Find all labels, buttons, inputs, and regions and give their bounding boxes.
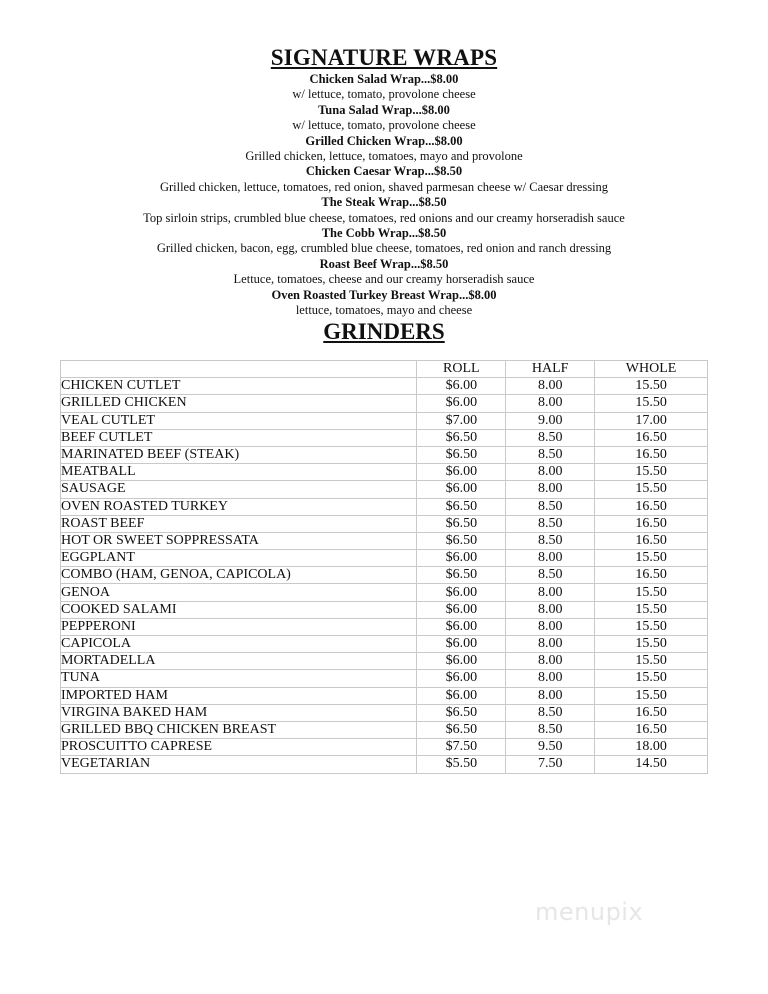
- whole-price: 16.50: [595, 446, 708, 463]
- whole-price: 14.50: [595, 756, 708, 773]
- roll-price: $6.00: [417, 464, 506, 481]
- roll-price: $6.50: [417, 446, 506, 463]
- half-price: 8.50: [506, 429, 595, 446]
- whole-price: 16.50: [595, 429, 708, 446]
- wrap-item-description: Top sirloin strips, crumbled blue cheese, tomatoes, red onions and our creamy horseradish sauce: [143, 210, 625, 225]
- roll-price: $6.50: [417, 704, 506, 721]
- wrap-item-description: w/ lettuce, tomato, provolone cheese: [292, 118, 476, 133]
- table-row: [61, 498, 708, 515]
- wrap-item-description: Grilled chicken, lettuce, tomatoes, red onion, shaved parmesan cheese w/ Caesar dressing: [159, 179, 609, 194]
- half-price: 8.00: [506, 378, 595, 395]
- wrap-item-name: Tuna Salad Wrap...$8.00: [318, 102, 450, 117]
- table-row: [61, 395, 708, 412]
- half-price: 8.00: [506, 618, 595, 635]
- header-half: HALF: [506, 361, 595, 378]
- item-name: HOT OR SWEET SOPPRESSATA: [61, 532, 417, 549]
- half-price: 7.50: [506, 756, 595, 773]
- wrap-item-name: The Steak Wrap...$8.50: [321, 195, 447, 210]
- half-price: 8.00: [506, 584, 595, 601]
- wrap-item-description: w/ lettuce, tomato, provolone cheese: [292, 87, 476, 102]
- half-price: 8.50: [506, 721, 595, 738]
- roll-price: $6.50: [417, 429, 506, 446]
- half-price: 9.50: [506, 739, 595, 756]
- whole-price: 18.00: [595, 739, 708, 756]
- item-name: CHICKEN CUTLET: [61, 378, 417, 395]
- table-row: [61, 446, 708, 463]
- table-row: [61, 481, 708, 498]
- grinders-table: [60, 360, 708, 774]
- half-price: 8.50: [506, 704, 595, 721]
- wrap-item-description: Lettuce, tomatoes, cheese and our creamy horseradish sauce: [233, 272, 535, 287]
- table-row: [61, 567, 708, 584]
- half-price: 8.00: [506, 687, 595, 704]
- item-name: VEGETARIAN: [61, 756, 417, 773]
- header-whole: WHOLE: [595, 361, 708, 378]
- wrap-item-name: Oven Roasted Turkey Breast Wrap...$8.00: [271, 287, 497, 302]
- item-name: GRILLED CHICKEN: [61, 395, 417, 412]
- roll-price: $5.50: [417, 756, 506, 773]
- table-row: [61, 550, 708, 567]
- grinders-title: GRINDERS: [323, 319, 445, 344]
- roll-price: $6.50: [417, 515, 506, 532]
- roll-price: $6.50: [417, 532, 506, 549]
- roll-price: $6.50: [417, 498, 506, 515]
- whole-price: 17.00: [595, 412, 708, 429]
- menupix-watermark: menupix: [535, 898, 644, 926]
- signature-wraps-section: [0, 44, 768, 319]
- roll-price: $6.50: [417, 721, 506, 738]
- half-price: 8.00: [506, 550, 595, 567]
- table-row: [61, 584, 708, 601]
- whole-price: 15.50: [595, 636, 708, 653]
- whole-price: 15.50: [595, 395, 708, 412]
- whole-price: 15.50: [595, 601, 708, 618]
- table-row: [61, 601, 708, 618]
- item-name: ROAST BEEF: [61, 515, 417, 532]
- roll-price: $6.00: [417, 378, 506, 395]
- whole-price: 15.50: [595, 464, 708, 481]
- roll-price: $6.00: [417, 395, 506, 412]
- table-row: [61, 636, 708, 653]
- roll-price: $6.00: [417, 550, 506, 567]
- whole-price: 15.50: [595, 687, 708, 704]
- roll-price: $6.50: [417, 567, 506, 584]
- whole-price: 15.50: [595, 481, 708, 498]
- half-price: 8.00: [506, 636, 595, 653]
- half-price: 8.00: [506, 481, 595, 498]
- item-name: MORTADELLA: [61, 653, 417, 670]
- half-price: 8.00: [506, 670, 595, 687]
- whole-price: 16.50: [595, 532, 708, 549]
- whole-price: 15.50: [595, 618, 708, 635]
- item-name: SAUSAGE: [61, 481, 417, 498]
- wrap-item-name: Grilled Chicken Wrap...$8.00: [305, 133, 463, 148]
- wrap-item-description: Grilled chicken, bacon, egg, crumbled blue cheese, tomatoes, red onion and ranch dressing: [156, 241, 612, 256]
- roll-price: $6.00: [417, 601, 506, 618]
- table-row: [61, 412, 708, 429]
- item-name: COOKED SALAMI: [61, 601, 417, 618]
- half-price: 8.00: [506, 464, 595, 481]
- half-price: 8.50: [506, 515, 595, 532]
- table-row: [61, 721, 708, 738]
- item-name: OVEN ROASTED TURKEY: [61, 498, 417, 515]
- half-price: 8.50: [506, 498, 595, 515]
- half-price: 8.50: [506, 567, 595, 584]
- wrap-item-name: The Cobb Wrap...$8.50: [321, 226, 447, 241]
- half-price: 8.00: [506, 601, 595, 618]
- half-price: 9.00: [506, 412, 595, 429]
- item-name: MEATBALL: [61, 464, 417, 481]
- table-row: [61, 532, 708, 549]
- wrap-item-name: Chicken Salad Wrap...$8.00: [309, 72, 459, 86]
- item-name: GRILLED BBQ CHICKEN BREAST: [61, 721, 417, 738]
- half-price: 8.00: [506, 395, 595, 412]
- whole-price: 15.50: [595, 378, 708, 395]
- half-price: 8.00: [506, 653, 595, 670]
- whole-price: 16.50: [595, 498, 708, 515]
- item-name: PEPPERONI: [61, 618, 417, 635]
- item-name: TUNA: [61, 670, 417, 687]
- header-roll: ROLL: [417, 361, 506, 378]
- whole-price: 15.50: [595, 584, 708, 601]
- table-row: [61, 687, 708, 704]
- whole-price: 16.50: [595, 567, 708, 584]
- item-name: MARINATED BEEF (STEAK): [61, 446, 417, 463]
- roll-price: $7.50: [417, 739, 506, 756]
- wrap-item-description: lettuce, tomatoes, mayo and cheese: [295, 303, 473, 318]
- wrap-item-name: Roast Beef Wrap...$8.50: [319, 256, 449, 271]
- signature-wraps-title: SIGNATURE WRAPS: [270, 45, 498, 70]
- item-name: PROSCUITTO CAPRESE: [61, 739, 417, 756]
- wrap-list: [0, 72, 768, 319]
- table-row: [61, 756, 708, 773]
- whole-price: 15.50: [595, 670, 708, 687]
- table-row: [61, 429, 708, 446]
- table-row: [61, 618, 708, 635]
- whole-price: 16.50: [595, 704, 708, 721]
- whole-price: 15.50: [595, 653, 708, 670]
- roll-price: $6.00: [417, 584, 506, 601]
- item-name: BEEF CUTLET: [61, 429, 417, 446]
- item-name: EGGPLANT: [61, 550, 417, 567]
- item-name: VEAL CUTLET: [61, 412, 417, 429]
- half-price: 8.50: [506, 532, 595, 549]
- roll-price: $6.00: [417, 481, 506, 498]
- table-row: [61, 704, 708, 721]
- item-name: VIRGINA BAKED HAM: [61, 704, 417, 721]
- table-row: [61, 515, 708, 532]
- roll-price: $6.00: [417, 670, 506, 687]
- whole-price: 15.50: [595, 550, 708, 567]
- whole-price: 16.50: [595, 721, 708, 738]
- table-row: [61, 378, 708, 395]
- roll-price: $6.00: [417, 618, 506, 635]
- item-name: IMPORTED HAM: [61, 687, 417, 704]
- roll-price: $6.00: [417, 653, 506, 670]
- roll-price: $6.00: [417, 687, 506, 704]
- item-name: GENOA: [61, 584, 417, 601]
- header-item: [61, 361, 417, 378]
- half-price: 8.50: [506, 446, 595, 463]
- item-name: CAPICOLA: [61, 636, 417, 653]
- grinders-header-row: [61, 361, 708, 378]
- whole-price: 16.50: [595, 515, 708, 532]
- table-row: [61, 653, 708, 670]
- table-row: [61, 739, 708, 756]
- table-row: [61, 670, 708, 687]
- roll-price: $6.00: [417, 636, 506, 653]
- table-row: [61, 464, 708, 481]
- item-name: COMBO (HAM, GENOA, CAPICOLA): [61, 567, 417, 584]
- roll-price: $7.00: [417, 412, 506, 429]
- wrap-item-description: Grilled chicken, lettuce, tomatoes, mayo and provolone: [245, 149, 523, 164]
- wrap-item-name: Chicken Caesar Wrap...$8.50: [305, 164, 463, 179]
